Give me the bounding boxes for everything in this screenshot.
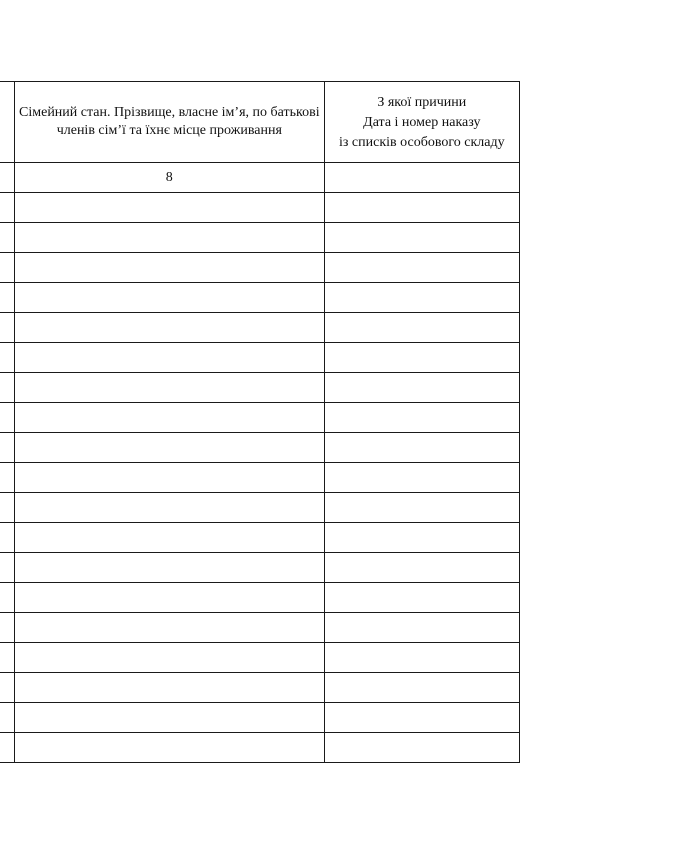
table-cell — [324, 553, 519, 583]
table-cell — [14, 583, 324, 613]
table-cell — [0, 253, 14, 283]
table-cell — [0, 283, 14, 313]
table-cell — [324, 283, 519, 313]
table-cell — [0, 403, 14, 433]
table-row — [0, 613, 520, 643]
table-cell — [0, 343, 14, 373]
table-cell — [14, 613, 324, 643]
table-cell — [14, 193, 324, 223]
table-cell — [324, 673, 519, 703]
table-cell — [14, 283, 324, 313]
table-cell — [14, 433, 324, 463]
table-cell — [324, 733, 519, 763]
column-number-cell — [0, 163, 14, 193]
table-cell — [0, 703, 14, 733]
table-cell — [0, 523, 14, 553]
table-row — [0, 223, 520, 253]
table-cell — [324, 523, 519, 553]
table-cell — [324, 433, 519, 463]
table-row — [0, 673, 520, 703]
table-cell — [14, 673, 324, 703]
table-row — [0, 493, 520, 523]
table-row — [0, 283, 520, 313]
table-body — [0, 193, 520, 763]
column-number-cell — [324, 163, 519, 193]
table-row — [0, 553, 520, 583]
table-cell — [0, 223, 14, 253]
header-cell-family — [14, 82, 324, 163]
table-cell — [0, 643, 14, 673]
header-text-line — [0, 104, 14, 122]
table-row — [0, 643, 520, 673]
header-text-line: членів сім’ї та їхнє місце проживання — [56, 123, 282, 138]
table-cell — [14, 553, 324, 583]
table-cell — [14, 343, 324, 373]
table-cell — [14, 373, 324, 403]
table-row — [0, 193, 520, 223]
table-cell — [14, 703, 324, 733]
table-cell — [0, 313, 14, 343]
table-cell — [0, 373, 14, 403]
table-cell — [0, 583, 14, 613]
table-cell — [14, 733, 324, 763]
table-cell — [0, 673, 14, 703]
table-cell — [14, 643, 324, 673]
table-row — [0, 373, 520, 403]
header-text-line: із списків особового складу — [339, 135, 505, 150]
header-cell-enlistment — [0, 82, 14, 163]
table-cell — [0, 553, 14, 583]
table-cell — [324, 643, 519, 673]
table-cell — [0, 733, 14, 763]
table-row — [0, 313, 520, 343]
table-row — [0, 733, 520, 763]
table-cell — [14, 523, 324, 553]
column-number-cell: 8 — [14, 163, 324, 193]
table-cell — [324, 613, 519, 643]
table-row — [0, 523, 520, 553]
header-text-line: Сімейний стан. Прізвище, власне ім’я, по батькові — [19, 105, 320, 120]
table-cell — [14, 313, 324, 343]
table-row — [0, 433, 520, 463]
table-cell — [0, 433, 14, 463]
table-row — [0, 463, 520, 493]
table-cell — [324, 313, 519, 343]
table-cell — [14, 223, 324, 253]
table-cell — [324, 703, 519, 733]
table-cell — [0, 613, 14, 643]
column-number-row — [0, 163, 520, 193]
header-cell-exclusion — [324, 82, 519, 163]
table-cell — [14, 493, 324, 523]
table-cell — [0, 193, 14, 223]
table-row — [0, 583, 520, 613]
table-row — [0, 343, 520, 373]
table-cell — [324, 493, 519, 523]
table-cell — [0, 463, 14, 493]
header-text-line: З якої причини — [377, 95, 467, 110]
table-cell — [324, 343, 519, 373]
table-cell — [324, 193, 519, 223]
table-cell — [324, 583, 519, 613]
table-cell — [14, 463, 324, 493]
table-cell — [0, 493, 14, 523]
table-row — [0, 403, 520, 433]
table-cell — [324, 373, 519, 403]
table-cell — [324, 463, 519, 493]
personnel-register-table — [0, 81, 520, 763]
table-cell — [14, 253, 324, 283]
table-header-row — [0, 82, 520, 163]
header-text-line: Дата і номер наказу — [363, 115, 481, 130]
table-cell — [324, 223, 519, 253]
table-cell — [14, 403, 324, 433]
table-cell — [324, 253, 519, 283]
table-row — [0, 703, 520, 733]
header-text-line — [0, 122, 14, 140]
table-cell — [324, 403, 519, 433]
table-row — [0, 253, 520, 283]
